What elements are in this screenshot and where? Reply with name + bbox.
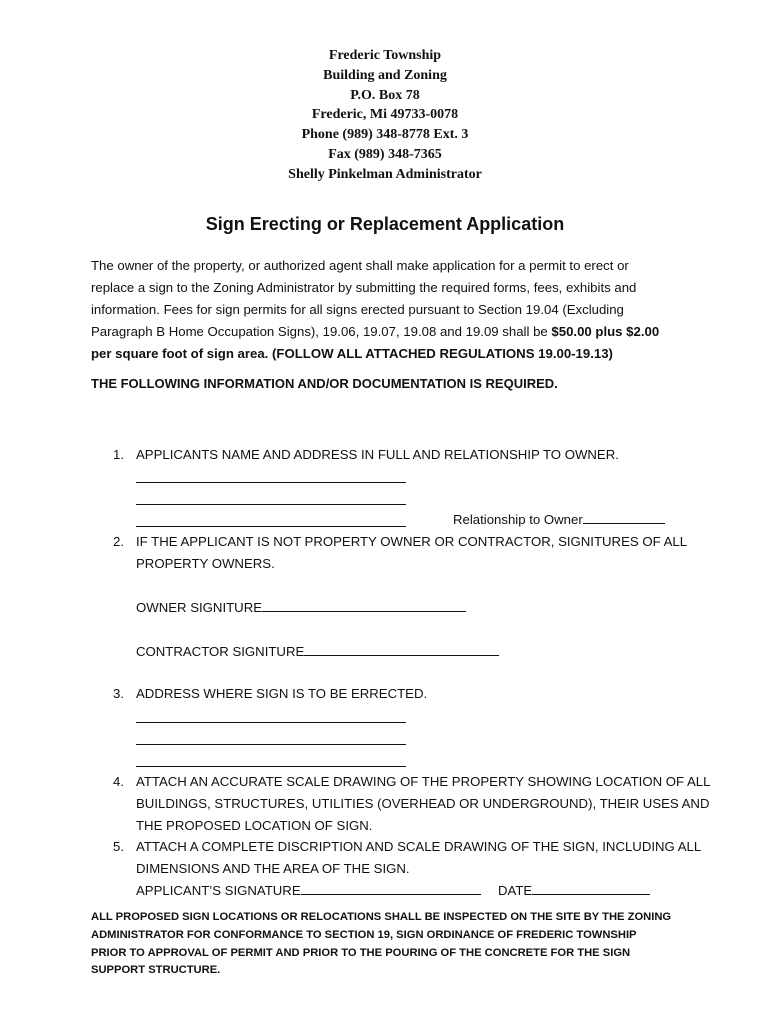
applicant-signature-label: APPLICANT’S SIGNATURE — [136, 883, 301, 898]
owner-signature-label: OWNER SIGNITURE — [136, 600, 263, 615]
item-4-text: THE PROPOSED LOCATION OF SIGN. — [136, 818, 373, 833]
contractor-signature-line[interactable] — [304, 643, 499, 656]
contractor-signature-field — [136, 643, 499, 659]
intro-line: replace a sign to the Zoning Administrator by submitting the required forms, fees, exhibits and — [91, 280, 637, 295]
item-4-text: BUILDINGS, STRUCTURES, UTILITIES (OVERHEAD OR UNDERGROUND), THEIR USES AND — [136, 796, 710, 811]
notice-line: SUPPORT STRUCTURE. — [91, 964, 221, 977]
item-1-text: APPLICANTS NAME AND ADDRESS IN FULL AND RELATIONSHIP TO OWNER. — [136, 447, 619, 462]
item-number: 3. — [113, 686, 124, 701]
relationship-label: Relationship to Owner — [453, 512, 583, 527]
date-line[interactable] — [532, 882, 650, 895]
applicant-name-line[interactable] — [136, 482, 406, 483]
intro-line-bold: per square foot of sign area. (FOLLOW ALL ATTACHED REGULATIONS 19.00-19.13) — [91, 346, 613, 361]
sign-address-line-3[interactable] — [136, 766, 406, 767]
notice-line: ALL PROPOSED SIGN LOCATIONS OR RELOCATIONS SHALL BE INSPECTED ON THE SITE BY THE ZONING — [91, 911, 672, 923]
owner-signature-line[interactable] — [262, 599, 466, 612]
phone-number: Phone (989) 348-8778 Ext. 3 — [301, 127, 469, 143]
po-box: P.O. Box 78 — [350, 87, 420, 103]
relationship-line[interactable] — [583, 511, 665, 524]
department-name: Building and Zoning — [323, 67, 447, 83]
item-2-text: IF THE APPLICANT IS NOT PROPERTY OWNER OR CONTRACTOR, SIGNITURES OF ALL — [136, 534, 688, 549]
intro-text: Paragraph B Home Occupation Signs), 19.06, 19.07, 19.08 and 19.09 shall be — [91, 324, 552, 339]
item-5-text: ATTACH A COMPLETE DISCRIPTION AND SCALE DRAWING OF THE SIGN, INCLUDING ALL — [136, 839, 702, 854]
item-number: 2. — [113, 534, 124, 549]
date-field — [498, 882, 650, 898]
item-number: 4. — [113, 774, 124, 789]
document-title: Sign Erecting or Replacement Application — [205, 214, 565, 234]
notice-line: PRIOR TO APPROVAL OF PERMIT AND PRIOR TO THE POURING OF THE CONCRETE FOR THE SIGN — [91, 946, 631, 959]
required-heading: THE FOLLOWING INFORMATION AND/OR DOCUMENTATION IS REQUIRED. — [91, 376, 558, 391]
intro-line: The owner of the property, or authorized agent shall make application for a permit to erect or — [91, 258, 629, 273]
contractor-signature-label: CONTRACTOR SIGNITURE — [136, 644, 305, 659]
owner-signature-field — [136, 599, 466, 615]
intro-line: information. Fees for sign permits for all signs erected pursuant to Section 19.04 (Excluding — [91, 302, 624, 317]
letterhead — [0, 46, 770, 185]
applicant-address-line-2[interactable] — [136, 526, 406, 527]
township-name: Frederic Township — [328, 48, 442, 63]
inspection-notice — [91, 909, 691, 980]
city-address: Frederic, Mi 49733-0078 — [311, 107, 459, 123]
item-4-text: ATTACH AN ACCURATE SCALE DRAWING OF THE PROPERTY SHOWING LOCATION OF ALL — [136, 774, 711, 789]
intro-line — [91, 321, 691, 343]
item-2-text: PROPERTY OWNERS. — [136, 556, 275, 571]
sign-address-line[interactable] — [136, 722, 406, 723]
date-label: DATE — [498, 883, 533, 898]
applicant-address-line[interactable] — [136, 504, 406, 505]
sign-address-line-2[interactable] — [136, 744, 406, 745]
item-number: 1. — [113, 447, 124, 462]
item-3-text: ADDRESS WHERE SIGN IS TO BE ERRECTED. — [136, 686, 428, 701]
applicant-signature-line[interactable] — [301, 882, 481, 895]
administrator-name: Shelly Pinkelman Administrator — [288, 166, 482, 182]
item-5-text: DIMENSIONS AND THE AREA OF THE SIGN. — [136, 861, 410, 876]
notice-line: ADMINISTRATOR FOR CONFORMANCE TO SECTION 19, SIGN ORDINANCE OF FREDERIC TOWNSHIP — [91, 928, 637, 941]
fax-number: Fax (989) 348-7365 — [328, 146, 442, 162]
intro-paragraph — [91, 255, 691, 365]
item-number: 5. — [113, 839, 124, 854]
fee-amount: $50.00 plus $2.00 — [551, 324, 660, 339]
relationship-field — [453, 511, 665, 527]
applicant-signature-field — [136, 882, 481, 898]
